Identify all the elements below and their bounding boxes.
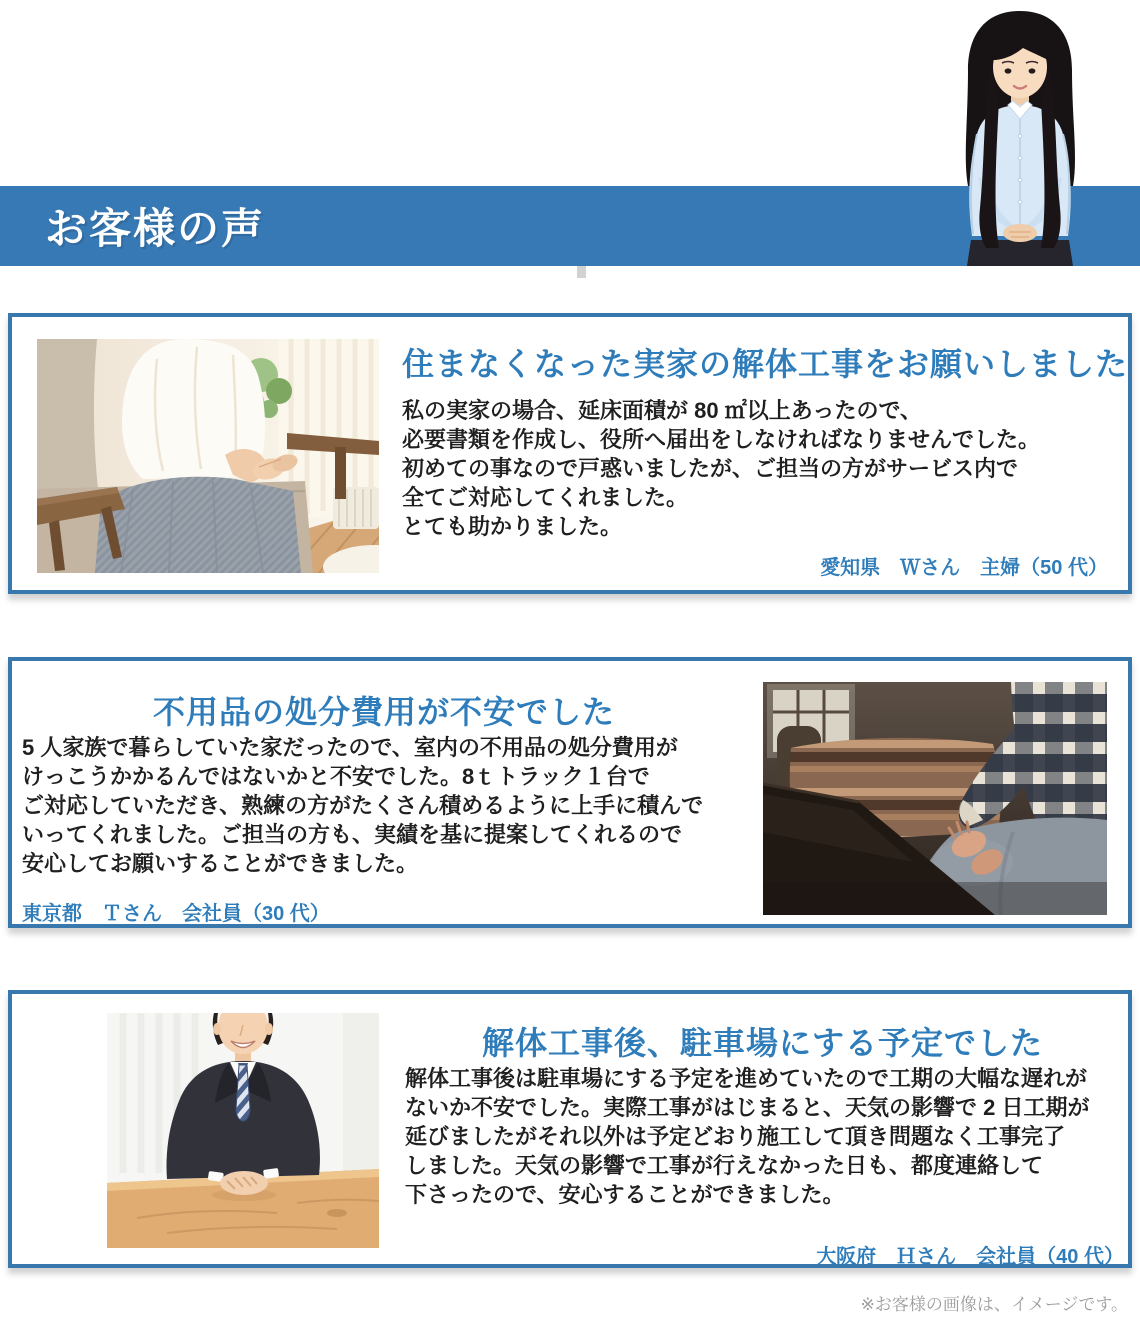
- testimonial-body: [402, 396, 1040, 541]
- businessman-at-desk-photo: [107, 1013, 379, 1248]
- body-line: しました。天気の影響で工事が行えなかった日も、都度連絡して: [405, 1153, 1044, 1178]
- man-in-plaid-shirt-photo: [763, 682, 1107, 915]
- body-line: 解体工事後は駐車場にする予定を進めていたので工期の大幅な遅れが: [405, 1066, 1088, 1091]
- body-line: 必要書類を作成し、役所へ届出をしなければなりませんでした。: [402, 427, 1041, 452]
- image-disclaimer-note: ※お客様の画像は、イメージです。: [860, 1295, 1128, 1314]
- testimonial-title: 住まなくなった実家の解体工事をお願いしました: [402, 346, 1129, 382]
- testimonial-body: [405, 1064, 1089, 1209]
- body-line: ないか不安でした。実際工事がはじまると、天気の影響で 2 日工期が: [405, 1095, 1090, 1120]
- testimonial-card-2: [8, 657, 1132, 928]
- testimonial-body: [22, 733, 703, 878]
- body-line: 安心してお願いすることができました。: [22, 851, 419, 876]
- body-line: ご対応していただき、熟練の方がたくさん積めるように上手に積んで: [22, 793, 704, 818]
- body-line: 私の実家の場合、延床面積が 80 ㎡以上あったので、: [402, 398, 923, 423]
- woman-on-sofa-photo: [37, 339, 379, 573]
- body-line: 全てご対応してくれました。: [402, 485, 689, 510]
- testimonial-title: 解体工事後、駐車場にする予定でした: [481, 1025, 1043, 1061]
- woman-on-sofa-illustration: [37, 339, 379, 573]
- decorative-square: [577, 266, 586, 278]
- man-in-plaid-shirt-illustration: [763, 682, 1107, 915]
- body-line: 5 人家族で暮らしていた家だったので、室内の不用品の処分費用が: [22, 735, 678, 760]
- testimonial-card-3: [8, 990, 1132, 1268]
- receptionist-woman-illustration: [933, 8, 1108, 266]
- body-line: 下さったので、安心することができました。: [405, 1182, 845, 1207]
- page-title: お客様の声: [45, 205, 266, 252]
- body-line: 初めての事なので戸惑いましたが、ご担当の方がサービス内で: [402, 456, 1019, 481]
- receptionist-woman-photo: [933, 8, 1108, 266]
- testimonial-attribution: 大阪府 Ｈさん 会社員（40 代）: [816, 1246, 1124, 1268]
- businessman-at-desk-illustration: [107, 1013, 379, 1248]
- body-line: 延びましたがそれ以外は予定どおり施工して頂き問題なく工事完了: [405, 1124, 1066, 1149]
- body-line: いってくれました。ご担当の方も、実績を基に提案してくれるので: [22, 822, 683, 847]
- testimonial-title: 不用品の処分費用が不安でした: [152, 694, 615, 730]
- body-line: けっこうかかるんではないかと不安でした。8ｔトラック１台で: [22, 764, 650, 789]
- testimonial-attribution: 愛知県 Ｗさん 主婦（50 代）: [820, 557, 1108, 579]
- body-line: とても助かりました。: [402, 514, 623, 539]
- testimonial-card-1: [8, 313, 1132, 594]
- testimonial-attribution: 東京都 Ｔさん 会社員（30 代）: [22, 903, 330, 925]
